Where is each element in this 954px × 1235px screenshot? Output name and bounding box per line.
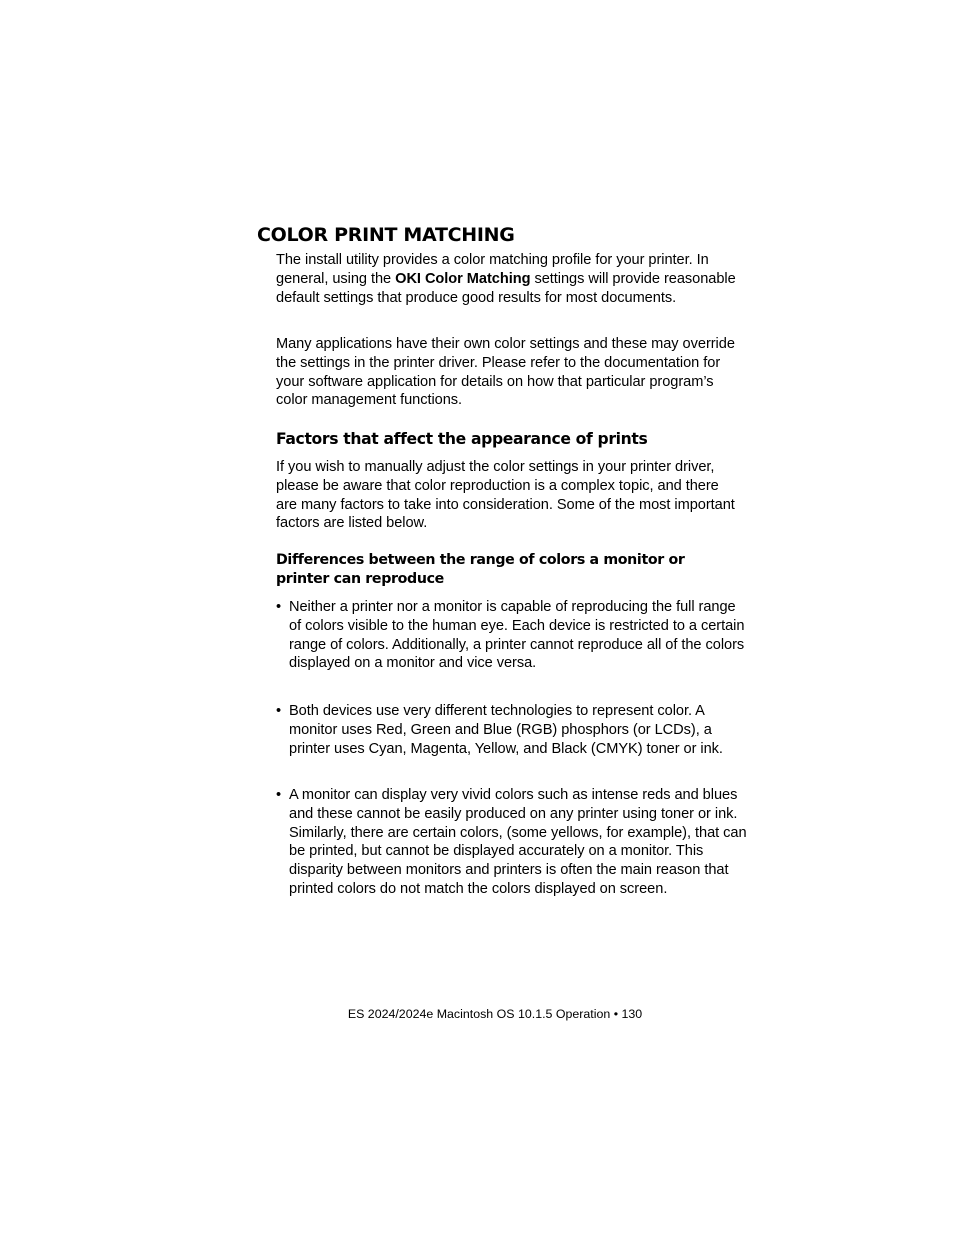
intro-paragraph-text-a: The install utility provides a color matching profile for your printer. In general, using the [276, 252, 709, 287]
differences-heading: Differences between the range of colors a monitor or printer can reproduce [276, 552, 685, 587]
list-item-text: Neither a printer nor a monitor is capable of reproducing the full range of colors visible to the human eye. Each device is restricted to a certain range of colors. Additionally, a printer cannot reproduce all of the colors displayed on a monitor and vice versa. [289, 599, 745, 672]
factors-heading: Factors that affect the appearance of prints [276, 430, 648, 448]
applications-paragraph: Many applications have their own color settings and these may override the settings in the printer driver. Please refer to the documentation for your software application for details on how that particular program’s color management functions. [276, 336, 735, 409]
list-item-text: Both devices use very different technologies to represent color. A monitor uses Red, Green and Blue (RGB) phosphors (or LCDs), a printer uses Cyan, Magenta, Yellow, and Black (CMYK) toner or ink. [289, 703, 723, 757]
bullet-icon: • [276, 599, 282, 615]
list-item [276, 598, 751, 673]
bullet-icon: • [276, 787, 282, 803]
section-title: COLOR PRINT MATCHING [257, 224, 515, 246]
page-footer: ES 2024/2024e Macintosh OS 10.1.5 Operation • 130 [347, 1007, 643, 1021]
bullet-icon: • [276, 703, 282, 719]
factors-paragraph: If you wish to manually adjust the color settings in your printer driver, please be aware that color reproduction is a complex topic, and there are many factors to take into consideration. Some of the most important factors are listed below. [276, 459, 735, 532]
list-item [276, 702, 751, 758]
intro-paragraph-text-b: settings will provide reasonable default settings that produce good results for most documents. [276, 270, 736, 306]
list-item-text: A monitor can display very vivid colors such as intense reds and blues and these cannot be easily produced on any printer using toner or ink. Similarly, there are certain colors, (some yellows, for example), that can be printed, but cannot be displayed accurately on a monitor. This disparity between monitors and printers is often the main reason that printed colors do not match the colors displayed on screen. [289, 787, 747, 897]
oki-color-matching-term: OKI Color Matching [395, 270, 531, 287]
intro-paragraph [276, 251, 738, 307]
list-item [276, 786, 751, 899]
